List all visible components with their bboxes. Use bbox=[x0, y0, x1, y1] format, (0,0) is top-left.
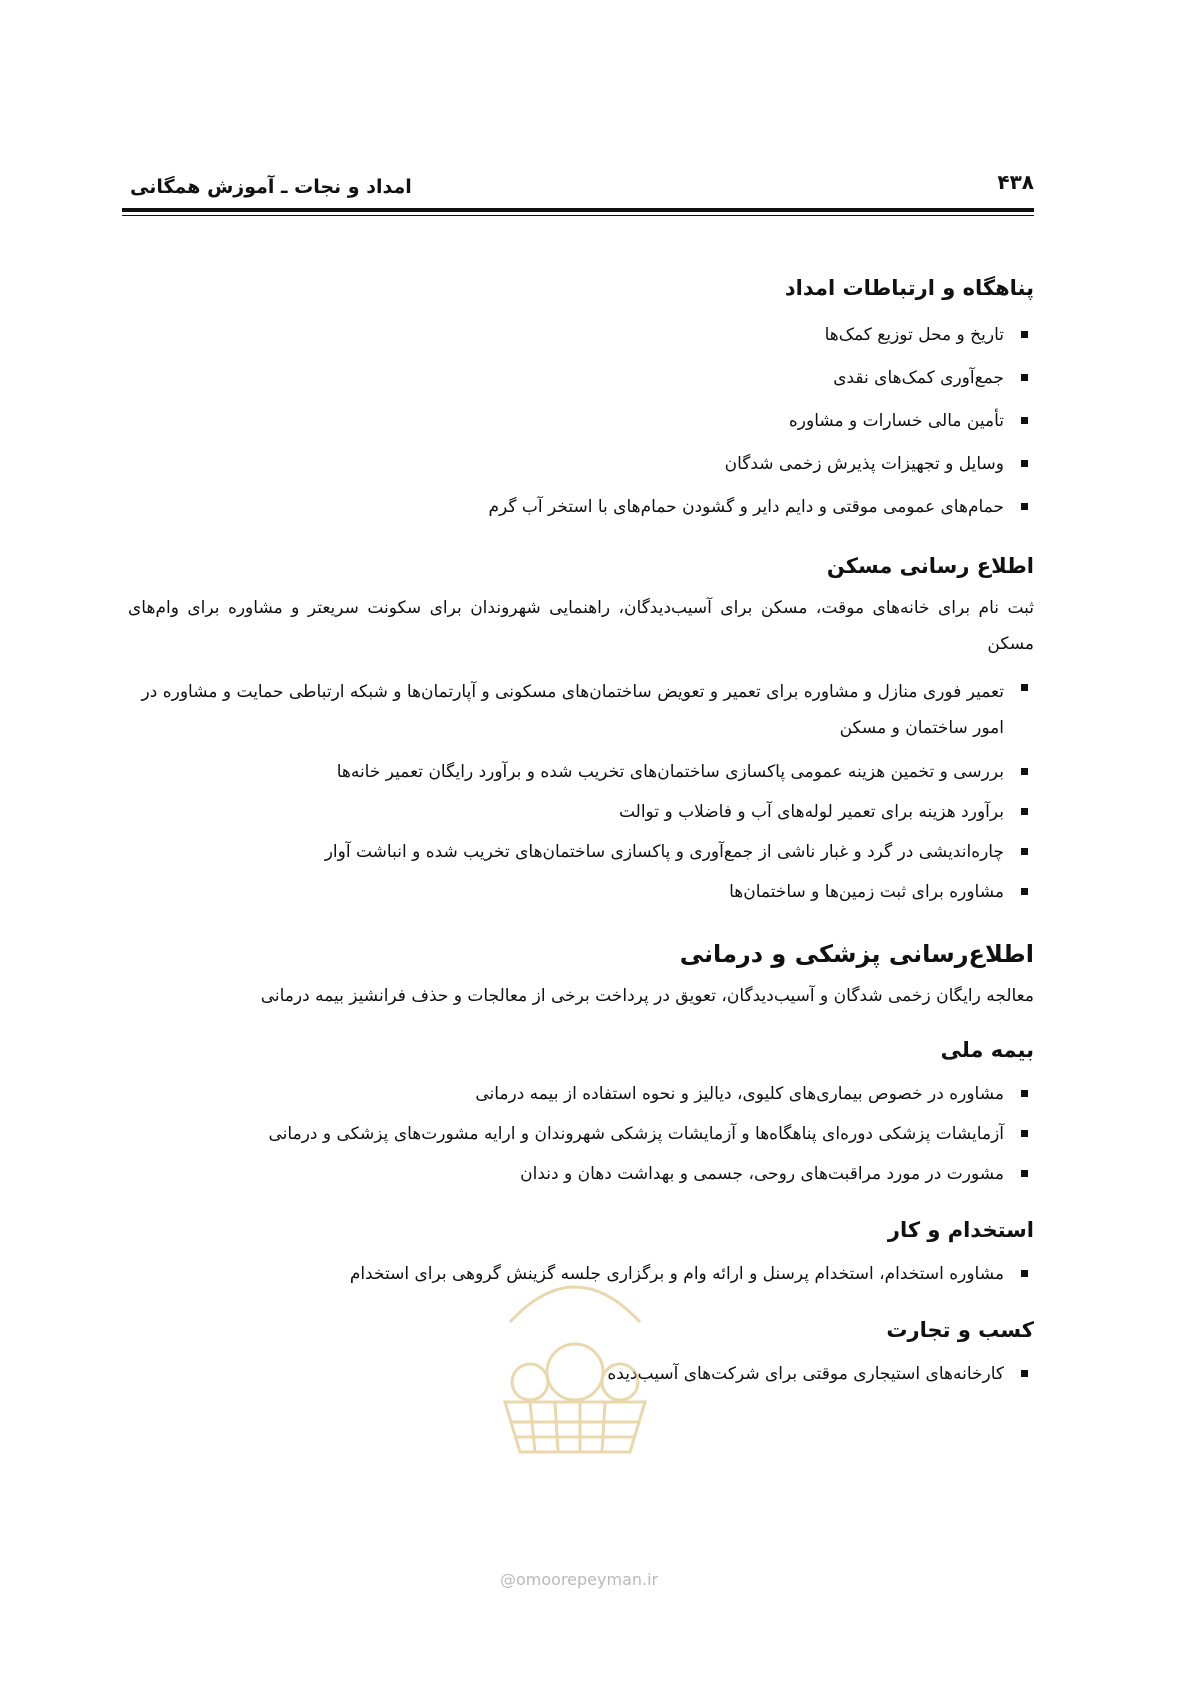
list-item: چاره‌اندیشی در گرد و غبار ناشی از جمع‌آوری و پاکسازی ساختمان‌های تخریب شده و انباشت آوار bbox=[128, 838, 1004, 866]
running-title: امداد و نجات ـ آموزش همگانی bbox=[130, 176, 412, 198]
list-item: حمام‌های عمومی موقتی و دایم دایر و گشودن حمام‌های با استخر آب گرم bbox=[128, 493, 1004, 521]
list-item: وسایل و تجهیزات پذیرش زخمی شدگان bbox=[128, 450, 1004, 478]
insurance-list bbox=[128, 1080, 1034, 1188]
list-item: مشاوره در خصوص بیماری‌های کلیوی، دیالیز و نحوه استفاده از بیمه درمانی bbox=[128, 1080, 1004, 1108]
section-title-insurance: بیمه ملی bbox=[940, 1038, 1034, 1062]
section-title-business: کسب و تجارت bbox=[886, 1318, 1034, 1342]
list-item: بررسی و تخمین هزینه عمومی پاکسازی ساختمان‌های تخریب شده و برآورد رایگان تعمیر خانه‌ها bbox=[128, 758, 1004, 786]
header-rule-thin bbox=[122, 215, 1034, 216]
list-item: تأمین مالی خسارات و مشاوره bbox=[128, 407, 1004, 435]
list-item: مشاوره استخدام، استخدام پرسنل و ارائه وام و برگزاری جلسه گزینش گروهی برای استخدام bbox=[128, 1260, 1004, 1288]
section-title-shelter: پناهگاه و ارتباطات امداد bbox=[784, 276, 1034, 300]
page-header bbox=[122, 168, 1034, 204]
list-item: برآورد هزینه برای تعمیر لوله‌های آب و فاضلاب و توالت bbox=[128, 798, 1004, 826]
shelter-list bbox=[128, 321, 1034, 521]
list-item: مشورت در مورد مراقبت‌های روحی، جسمی و بهداشت دهان و دندان bbox=[128, 1160, 1004, 1188]
section-title-housing: اطلاع رسانی مسکن bbox=[826, 554, 1034, 578]
list-item: تعمیر فوری منازل و مشاوره برای تعمیر و تعویض ساختمان‌های مسکونی و آپارتمان‌ها و شبکه ارتباطی حمایت و مشاوره در امور ساختمان و مسکن bbox=[128, 674, 1004, 746]
watermark-stamp bbox=[490, 1262, 660, 1462]
page-number: ۴۳۸ bbox=[997, 170, 1034, 194]
housing-intro: ثبت نام برای خانه‌های موقت، مسکن برای آسیب‌دیدگان، راهنمایی شهروندان برای سکونت سریعتر و مشاوره برای وام‌های مسکن bbox=[128, 598, 1034, 654]
medical-intro: معالجه رایگان زخمی شدگان و آسیب‌دیدگان، تعویق در پرداخت برخی از معالجات و حذف فرانشیز بیمه درمانی bbox=[260, 986, 1034, 1006]
section-title-employment: استخدام و کار bbox=[887, 1218, 1034, 1242]
list-item: آزمایشات پزشکی دوره‌ای پناهگاه‌ها و آزمایشات پزشکی شهروندان و ارایه مشورت‌های پزشکی و درمانی bbox=[128, 1120, 1004, 1148]
section-title-medical: اطلاع‌رسانی پزشکی و درمانی bbox=[679, 940, 1034, 968]
header-rule-thick bbox=[122, 208, 1034, 212]
page-content bbox=[128, 270, 1034, 1400]
list-item: مشاوره برای ثبت زمین‌ها و ساختمان‌ها bbox=[128, 878, 1004, 906]
housing-list bbox=[128, 674, 1034, 906]
list-item: کارخانه‌های استیجاری موقتی برای شرکت‌های آسیب‌دیده bbox=[128, 1360, 1004, 1388]
list-item: تاریخ و محل توزیع کمک‌ها bbox=[128, 321, 1004, 349]
list-item: جمع‌آوری کمک‌های نقدی bbox=[128, 364, 1004, 392]
watermark-url: @omoorepeyman.ir bbox=[500, 1570, 659, 1589]
